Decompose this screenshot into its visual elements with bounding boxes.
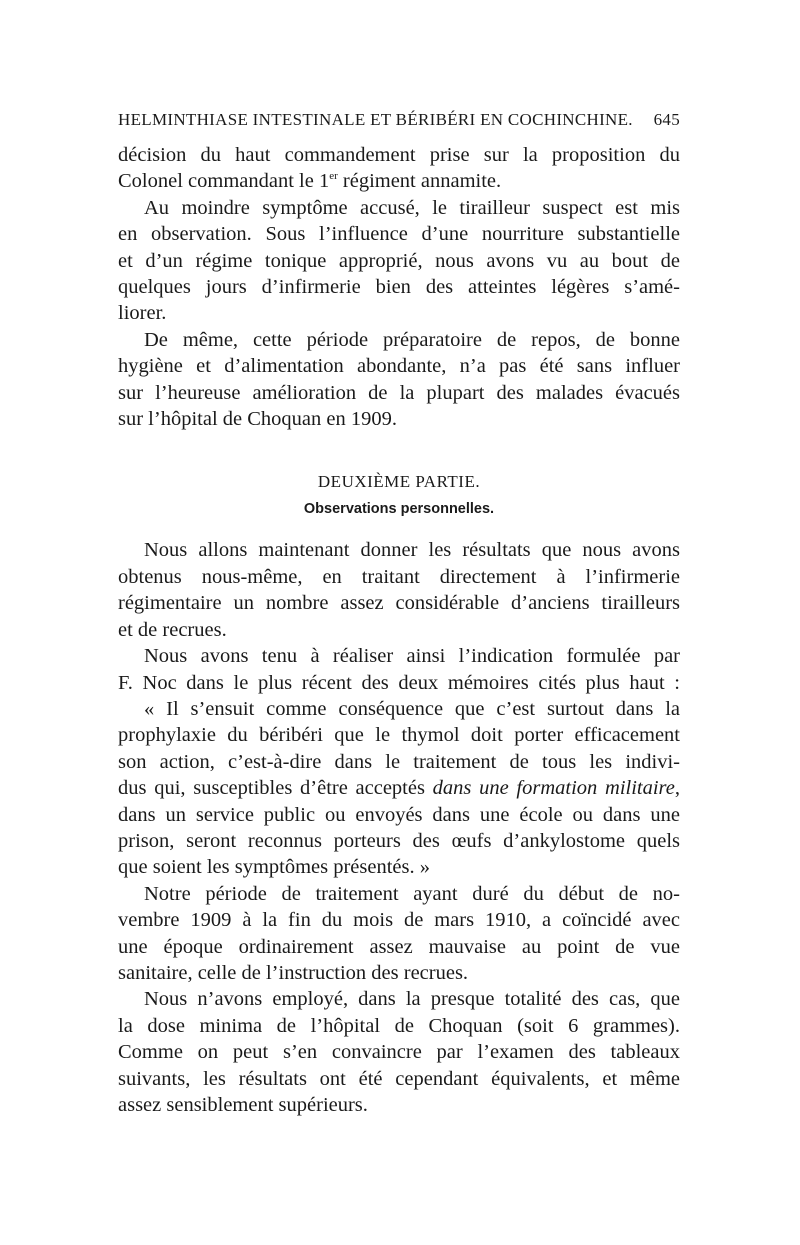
text-line: Au moindre symptôme accusé, le tirailleur suspect est mis	[144, 196, 680, 219]
paragraph-2	[118, 195, 680, 327]
text-line: Nous n’avons employé, dans la presque totalité des cas, que	[144, 988, 680, 1011]
text-run: ,	[674, 777, 680, 800]
text-line: suivants, les résultats ont été cependant équivalents, et même	[118, 1067, 680, 1090]
text-line: en observation. Sous l’influence d’une nourriture substantielle	[118, 223, 680, 246]
text-line: décision du haut commandement prise sur la proposition du	[118, 144, 680, 166]
section-subtitle: Observations personnelles.	[303, 501, 495, 518]
text-line	[118, 775, 680, 801]
text-line: et d’un régime tonique approprié, nous avons vu au bout de	[118, 249, 680, 272]
text-line: régimentaire un nombre assez considérable d’anciens tirailleurs	[118, 592, 680, 615]
italic-text: dans une formation militaire	[432, 777, 675, 800]
text-line: F. Noc dans le plus récent des deux mémoires cités plus haut :	[118, 671, 680, 694]
text-run: Colonel commandant le 1	[118, 170, 330, 193]
paragraph-8	[118, 986, 680, 1118]
text-run: dus qui, susceptibles d’être acceptés	[118, 777, 433, 800]
quotation-paragraph	[118, 696, 680, 881]
text-line: prison, seront reconnus porteurs des œufs d’ankylostome quels	[118, 829, 680, 852]
paragraph-7	[118, 881, 680, 987]
text-line: « Il s’ensuit comme conséquence que c’est surtout dans la	[144, 697, 680, 720]
text-line: Comme on peut s’en convaincre par l’examen des tableaux	[118, 1041, 680, 1064]
text-line: Notre période de traitement ayant duré du début de no-	[144, 882, 680, 905]
text-line: liorer.	[118, 302, 167, 325]
page-body	[118, 142, 680, 1118]
text-line: dans un service public ou envoyés dans une école ou dans une	[118, 803, 680, 826]
paragraph-3	[118, 327, 680, 433]
paragraph-1	[118, 142, 680, 195]
paragraph-4	[118, 537, 680, 643]
running-title: HELMINTHIASE INTESTINALE ET BÉRIBÉRI EN COCHINCHINE.	[118, 110, 633, 129]
text-line: quelques jours d’infirmerie bien des atteintes légères s’amé-	[118, 276, 680, 299]
text-line: prophylaxie du béribéri que le thymol doit porter efficacement	[118, 724, 680, 747]
text-line: sanitaire, celle de l’instruction des recrues.	[118, 961, 469, 984]
text-line: une époque ordinairement assez mauvaise au point de vue	[118, 935, 680, 958]
text-line: Nous allons maintenant donner les résultats que nous avons	[144, 539, 680, 562]
text-line: sur l’hôpital de Choquan en 1909.	[118, 408, 397, 431]
text-line: vembre 1909 à la fin du mois de mars 1910, a coïncidé avec	[118, 909, 680, 932]
section-title: DEUXIÈME PARTIE.	[317, 472, 481, 492]
text-line: et de recrues.	[118, 618, 227, 641]
page-number: 645	[653, 110, 680, 129]
text-line: assez sensiblement supérieurs.	[118, 1094, 368, 1116]
text-line: que soient les symptômes présentés. »	[118, 856, 431, 879]
text-line: obtenus nous-même, en traitant directement à l’infirmerie	[118, 565, 680, 588]
text-line: De même, cette période préparatoire de repos, de bonne	[144, 328, 680, 351]
text-line	[118, 168, 680, 194]
text-line: son action, c’est-à-dire dans le traitement de tous les indivi-	[118, 750, 680, 773]
text-run: régiment annamite.	[337, 170, 502, 193]
running-header	[118, 110, 680, 136]
text-line: hygiène et d’alimentation abondante, n’a pas été sans influer	[118, 355, 680, 378]
paragraph-5	[118, 643, 680, 696]
text-line: la dose minima de l’hôpital de Choquan (soit 6 grammes).	[118, 1014, 680, 1037]
superscript: er	[329, 170, 338, 183]
text-line: sur l’heureuse amélioration de la plupart des malades évacués	[118, 381, 680, 404]
text-line: Nous avons tenu à réaliser ainsi l’indication formulée par	[144, 645, 680, 668]
